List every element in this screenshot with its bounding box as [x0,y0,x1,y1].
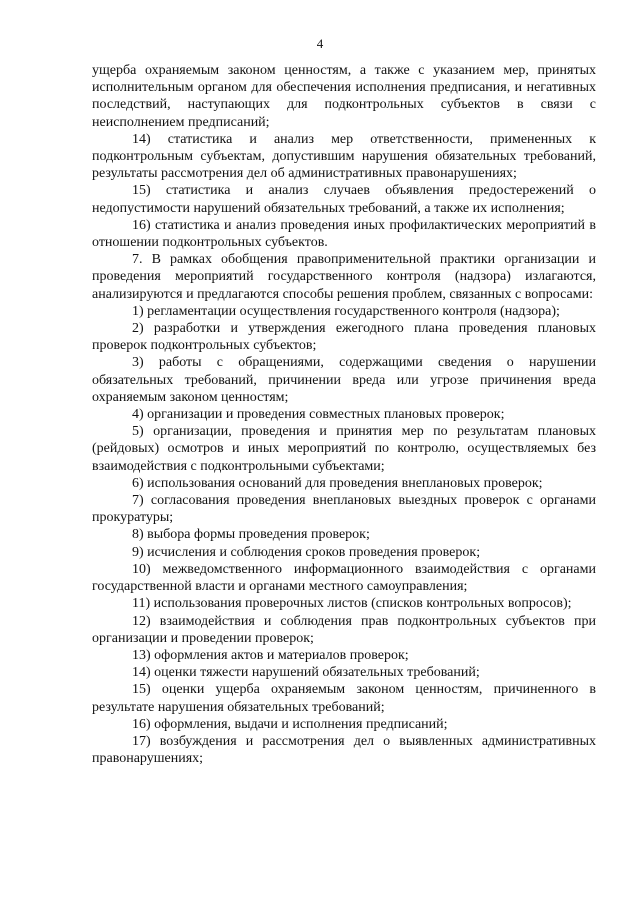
list-item-8: 8) выбора формы проведения проверок; [132,527,370,543]
list-item-13: 13) оформления актов и материалов проверок; [132,647,409,663]
list-item-7: 7) согласования проведения внеплановых выездных проверок с органами прокуратуры; [92,493,596,526]
paragraph-item-15-statistics: 15) статистика и анализ случаев объявления предостережений о недопустимости нарушений обязательных требований, а также их исполнения; [92,183,596,216]
list-item-16: 16) оформления, выдачи и исполнения предписаний; [132,716,448,732]
paragraph-continuation: ущерба охраняемым законом ценностям, а также с указанием мер, принятых исполнительным органом для обеспечения исполнения предписания, и негативных последствий, наступающих для подконтрольных субъектов в связи с неисполнением предписаний; [92,63,596,130]
list-item-3: 3) работы с обращениями, содержащими сведения о нарушении обязательных требований, причинении вреда или угрозе причинения вреда охраняемым законом ценностям; [92,355,596,405]
list-item-9: 9) исчисления и соблюдения сроков проведения проверок; [132,544,481,560]
list-item-1: 1) регламентации осуществления государственного контроля (надзора); [132,303,560,319]
list-item-15: 15) оценки ущерба охраняемым законом ценностям, причиненного в результате нарушения обязательных требований; [92,682,596,715]
list-item-11: 11) использования проверочных листов (списков контрольных вопросов); [132,596,572,612]
list-item-2: 2) разработки и утверждения ежегодного плана проведения плановых проверок подконтрольных субъектов; [92,321,596,354]
list-item-10: 10) межведомственного информационного взаимодействия с органами государственной власти и органами местного самоуправления; [92,561,596,595]
document-body [92,62,596,767]
paragraph-item-16-statistics: 16) статистика и анализ проведения иных профилактических мероприятий в отношении подконтрольных субъектов. [92,217,596,251]
list-item-5: 5) организации, проведения и принятия мер по результатам плановых (рейдовых) осмотров и иных мероприятий по контролю, осуществляемых без взаимодействия с подконтрольными субъектами; [92,424,596,474]
list-item-14: 14) оценки тяжести нарушений обязательных требований; [132,665,480,681]
list-item-12: 12) взаимодействия и соблюдения прав подконтрольных субъектов при организации и проведении проверок; [92,613,596,646]
list-item-6: 6) использования оснований для проведения внеплановых проверок; [132,475,543,491]
list-item-4: 4) организации и проведения совместных плановых проверок; [132,407,505,423]
page-number: 4 [316,36,324,51]
paragraph-item-14-statistics: 14) статистика и анализ мер ответственности, примененных к подконтрольным субъектам, допустившим нарушения обязательных требований, результаты рассмотрения дел об административных правонарушениях; [92,131,596,182]
paragraph-section-7: 7. В рамках обобщения правоприменительной практики организации и проведения мероприятий государственного контроля (надзора) излагаются, анализируются и предлагаются способы решения проблем, связанных с вопросами: [92,252,596,302]
list-item-17: 17) возбуждения и рассмотрения дел о выявленных административных правонарушениях; [92,733,596,767]
